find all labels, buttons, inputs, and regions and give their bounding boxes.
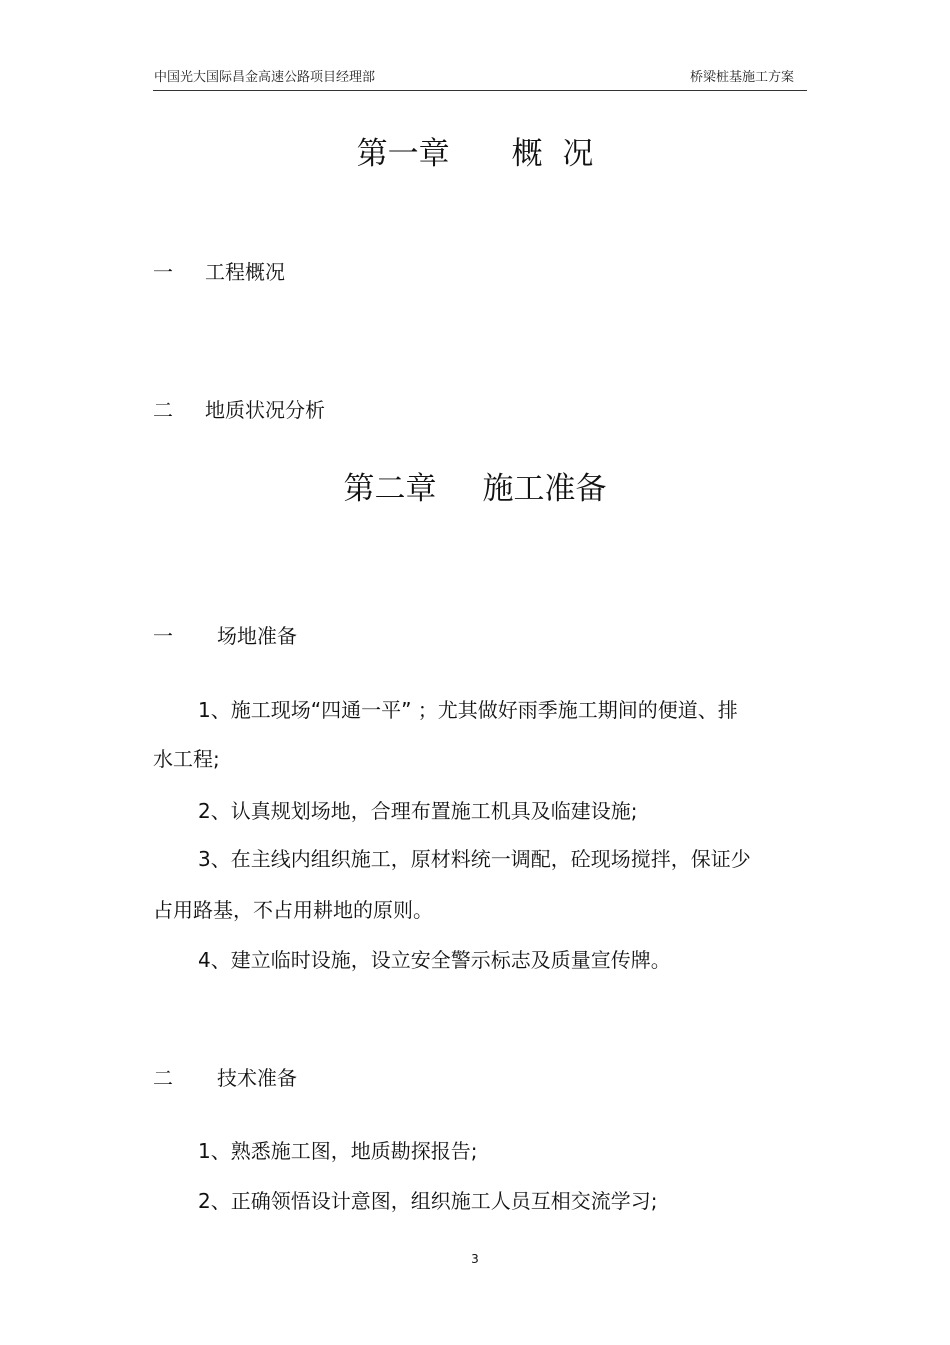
section-number: 二 xyxy=(153,1066,173,1090)
site-prep-item-1-line-1: 1、施工现场“四通一平” ；尤其做好雨季施工期间的便道、排 xyxy=(198,698,738,722)
tech-prep-item-2: 2、正确领悟设计意图，组织施工人员互相交流学习; xyxy=(198,1189,658,1213)
section-number: 一 xyxy=(153,624,173,648)
section-title: 技术准备 xyxy=(217,1066,297,1090)
chapter-1-heading xyxy=(0,128,950,173)
chapter-2-heading xyxy=(0,463,950,508)
site-prep-item-2: 2、认真规划场地，合理布置施工机具及临建设施; xyxy=(198,799,638,823)
chapter-2-title: 施工准备 xyxy=(482,471,607,507)
section-title: 地质状况分析 xyxy=(205,398,325,422)
section-title: 工程概况 xyxy=(205,260,285,284)
section-technical-preparation xyxy=(153,1062,297,1091)
header-document-title: 桥梁桩基施工方案 xyxy=(689,70,794,85)
section-title: 场地准备 xyxy=(217,624,297,648)
tech-prep-item-1: 1、熟悉施工图，地质勘探报告; xyxy=(198,1139,478,1163)
header-rule xyxy=(153,90,807,91)
section-project-overview xyxy=(153,256,285,285)
header-organization: 中国光大国际昌金高速公路项目经理部 xyxy=(154,70,376,85)
site-prep-item-3-line-2: 占用路基，不占用耕地的原则。 xyxy=(153,898,433,922)
section-number: 一 xyxy=(153,260,173,284)
site-prep-item-4: 4、建立临时设施，设立安全警示标志及质量宣传牌。 xyxy=(198,948,671,972)
section-number: 二 xyxy=(153,398,173,422)
chapter-1-number: 第一章 xyxy=(356,136,450,172)
site-prep-item-3-line-1: 3、在主线内组织施工，原材料统一调配，砼现场搅拌，保证少 xyxy=(198,847,751,871)
chapter-1-title: 概 况 xyxy=(511,136,594,172)
section-geology-analysis xyxy=(153,394,325,423)
site-prep-item-1-line-2: 水工程; xyxy=(153,747,220,771)
section-site-preparation xyxy=(153,620,297,649)
chapter-2-number: 第二章 xyxy=(343,471,437,507)
page-number: 3 xyxy=(471,1252,479,1266)
